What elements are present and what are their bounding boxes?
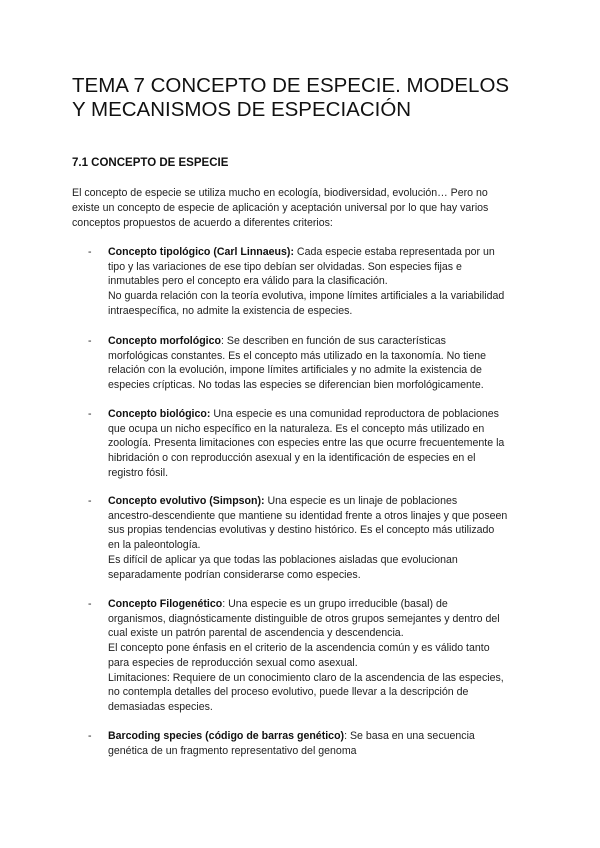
concept-text: Una especie es una comunidad reproductora de poblaciones: [210, 408, 499, 420]
title-line: TEMA 7 CONCEPTO DE ESPECIE. MODELOS: [72, 74, 510, 97]
concept-line: para especies de reproducción sexual como asexual.: [108, 656, 358, 669]
concept-line: No guarda relación con la teoría evolutiva, impone límites artificiales a la variabilidad: [108, 290, 505, 303]
concept-line: relación con la evolución, impone límites artificiales y no admite la existencia de: [108, 364, 482, 377]
bullet-dash: -: [88, 335, 92, 347]
section-heading: 7.1 CONCEPTO DE ESPECIE: [72, 157, 229, 169]
concept-line: separadamente podrían considerarse como especies.: [108, 568, 361, 581]
concept-line: hibridación o con reproducción asexual y en la identificación de especies en el: [108, 452, 476, 465]
bullet-dash: -: [88, 408, 92, 420]
bullet-dash: -: [88, 598, 92, 610]
concept-line: genética de un fragmento representativo del genoma: [108, 744, 357, 757]
concept-line: morfológicas constantes. Es el concepto más utilizado en la taxonomía. No tiene: [108, 349, 487, 362]
bullet-dash: -: [88, 246, 92, 258]
concept-text: : Se basa en una secuencia: [344, 730, 475, 742]
concept-line: El concepto pone énfasis en el criterio de la ascendencia común y es válido tanto: [108, 642, 490, 655]
concept-term: Concepto morfológico: [108, 335, 221, 347]
concept-line: tipo y las variaciones de ese tipo debían ser olvidadas. Son especies fijas e: [108, 260, 462, 273]
concept-line: cual existe un patrón parental de ascendencia y descendencia.: [108, 627, 404, 640]
concept-line: Es difícil de aplicar ya que todas las poblaciones aisladas que evolucionan: [108, 553, 458, 566]
concept-line: no contempla detalles del proceso evolutivo, puede llevar a la descripción de: [108, 686, 469, 699]
concept-line: organismos, diagnósticamente distinguible de otros grupos semejantes y dentro del: [108, 612, 500, 625]
concept-text: Una especie es un linaje de poblaciones: [264, 495, 458, 507]
concept-text: : Se describen en función de sus características: [221, 335, 446, 347]
concept-line: inmutables pero el concepto era válido para la clasificación.: [108, 275, 388, 288]
concept-line: sus propias tendencias evolutivas y destino histórico. Es el concepto más utilizado: [108, 524, 495, 537]
concept-line: Limitaciones: Requiere de un conocimiento claro de la ascendencia de las especies,: [108, 671, 504, 684]
intro-line: conceptos propuestos de acuerdo a diferentes criterios:: [72, 217, 333, 229]
concept-line: ancestro-descendiente que mantiene su identidad frente a otros linajes y que poseen: [108, 509, 508, 522]
bullet-dash: -: [88, 730, 92, 742]
concept-line: registro fósil.: [108, 466, 169, 479]
concept-line: zoología. Presenta limitaciones con especies entre las que ocurre frecuentemente la: [108, 437, 505, 450]
concept-text: Cada especie estaba representada por un: [293, 246, 495, 258]
bullet-dash: -: [88, 495, 92, 507]
intro-line: existe un concepto de especie de aplicación y aceptación universal por lo que hay varios: [72, 202, 489, 214]
concept-term: Concepto tipológico (Carl Linnaeus):: [108, 246, 294, 258]
concept-line: intraespecífica, no admite la existencia de especies.: [108, 304, 353, 317]
concept-term: Concepto evolutivo (Simpson):: [108, 495, 265, 507]
concept-line: que ocupa un nicho específico en la naturaleza. Es el concepto más utilizado en: [108, 422, 485, 435]
concept-line: demasiadas especies.: [108, 700, 213, 713]
concept-term: Concepto Filogenético: [108, 598, 223, 610]
concept-line: especies crípticas. No todas las especies se diferencian bien morfológicamente.: [108, 379, 484, 392]
concept-text: : Una especie es un grupo irreducible (basal) de: [222, 598, 448, 610]
concept-term: Barcoding species (código de barras genético): [108, 730, 345, 742]
concept-term: Concepto biológico:: [108, 408, 211, 420]
concept-line: en la paleontología.: [108, 539, 201, 552]
intro-line: El concepto de especie se utiliza mucho en ecología, biodiversidad, evolución… Pero no: [72, 187, 488, 199]
title-line: Y MECANISMOS DE ESPECIACIÓN: [72, 98, 412, 121]
